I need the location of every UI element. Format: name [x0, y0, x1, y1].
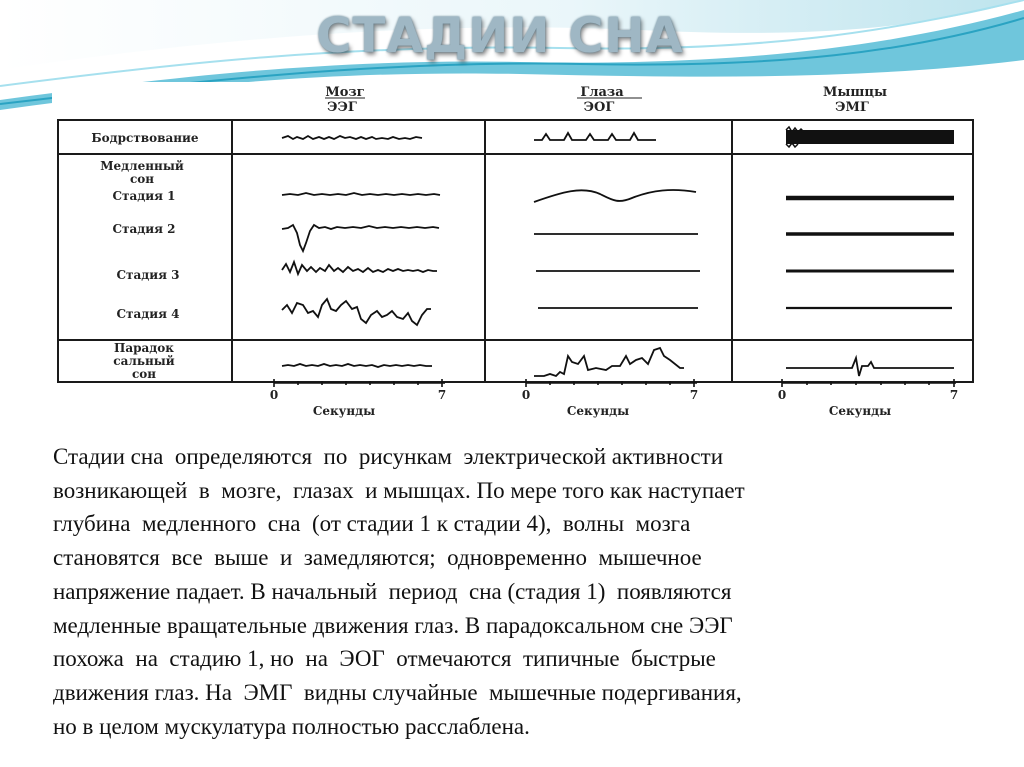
- row-label-stage1: Стадия 1: [112, 189, 176, 203]
- text-line-1: Стадии сна определяются по рисункам электрической активности: [53, 444, 723, 469]
- column-subtitle-eog: ЭОГ: [583, 100, 615, 115]
- text-line-3: глубина медленного сна (от стадии 1 к стадии 4), волны мозга: [53, 511, 691, 537]
- eeg-stage1-trace: [282, 193, 440, 195]
- axis1-start: 0: [269, 388, 279, 402]
- text-line-9: но в целом мускулатура полностью расслаблена.: [53, 713, 530, 739]
- axis3-start: 0: [777, 388, 787, 402]
- eeg-traces: [282, 136, 440, 367]
- axis1-unit: Секунды: [312, 404, 376, 418]
- emg-traces: [786, 127, 954, 376]
- column-title-muscles: Мышцы: [822, 85, 888, 100]
- row-label-slow-sleep-2: сон: [129, 172, 155, 186]
- axis2-start: 0: [521, 388, 531, 402]
- eeg-stage4-trace: [282, 299, 431, 325]
- eog-stage1-trace: [534, 190, 696, 202]
- eog-paradox-trace: [534, 348, 684, 376]
- time-axes: [274, 379, 956, 387]
- column-subtitle-emg: ЭМГ: [835, 100, 869, 115]
- emg-paradox-trace: [786, 358, 954, 376]
- text-line-7: похожа на стадию 1, но на ЭОГ отмечаются типичные быстрые: [53, 646, 716, 672]
- row-label-slow-sleep-1: Медленный: [100, 159, 184, 173]
- row-label-wake: Бодрствование: [91, 131, 199, 145]
- column-title-brain: Мозг: [325, 85, 365, 100]
- column-title-eyes: Глаза: [580, 85, 624, 100]
- row-label-stage2: Стадия 2: [112, 222, 176, 236]
- text-line-8: движения глаз. На ЭМГ видны случайные мышечные подергивания,: [53, 679, 742, 705]
- text-line-4: становятся все выше и замедляются; одновременно мышечное: [53, 545, 702, 571]
- description-paragraph: [53, 440, 978, 743]
- eeg-wake-trace: [282, 136, 422, 139]
- text-line-5: напряжение падает. В начальный период сна (стадия 1) появляются: [53, 578, 732, 604]
- eeg-stage3-trace: [282, 262, 437, 274]
- row-label-paradox-3: сон: [131, 367, 157, 381]
- row-label-stage4: Стадия 4: [116, 307, 180, 321]
- slide-title: СТАДИИ СНА: [316, 8, 684, 64]
- eeg-paradox-trace: [282, 364, 432, 367]
- row-label-stage3: Стадия 3: [116, 268, 180, 282]
- text-line-6: медленные вращательные движения глаз. В парадоксальном сне ЭЭГ: [53, 612, 733, 638]
- axis3-end: 7: [949, 388, 959, 402]
- row-label-paradox-2: сальный: [113, 354, 175, 368]
- row-label-paradox-1: Парадок: [114, 341, 174, 355]
- emg-wake-trace: [786, 130, 954, 144]
- eeg-stage2-trace: [282, 225, 439, 251]
- eog-wake-trace: [534, 133, 656, 140]
- sleep-stages-diagram: [52, 82, 984, 427]
- axis2-end: 7: [689, 388, 699, 402]
- column-subtitle-eeg: ЭЭГ: [327, 100, 357, 115]
- text-line-2: возникающей в мозге, глазах и мышцах. По мере того как наступает: [53, 477, 745, 503]
- axis1-end: 7: [437, 388, 447, 402]
- axis2-unit: Секунды: [566, 404, 630, 418]
- axis3-unit: Секунды: [828, 404, 892, 418]
